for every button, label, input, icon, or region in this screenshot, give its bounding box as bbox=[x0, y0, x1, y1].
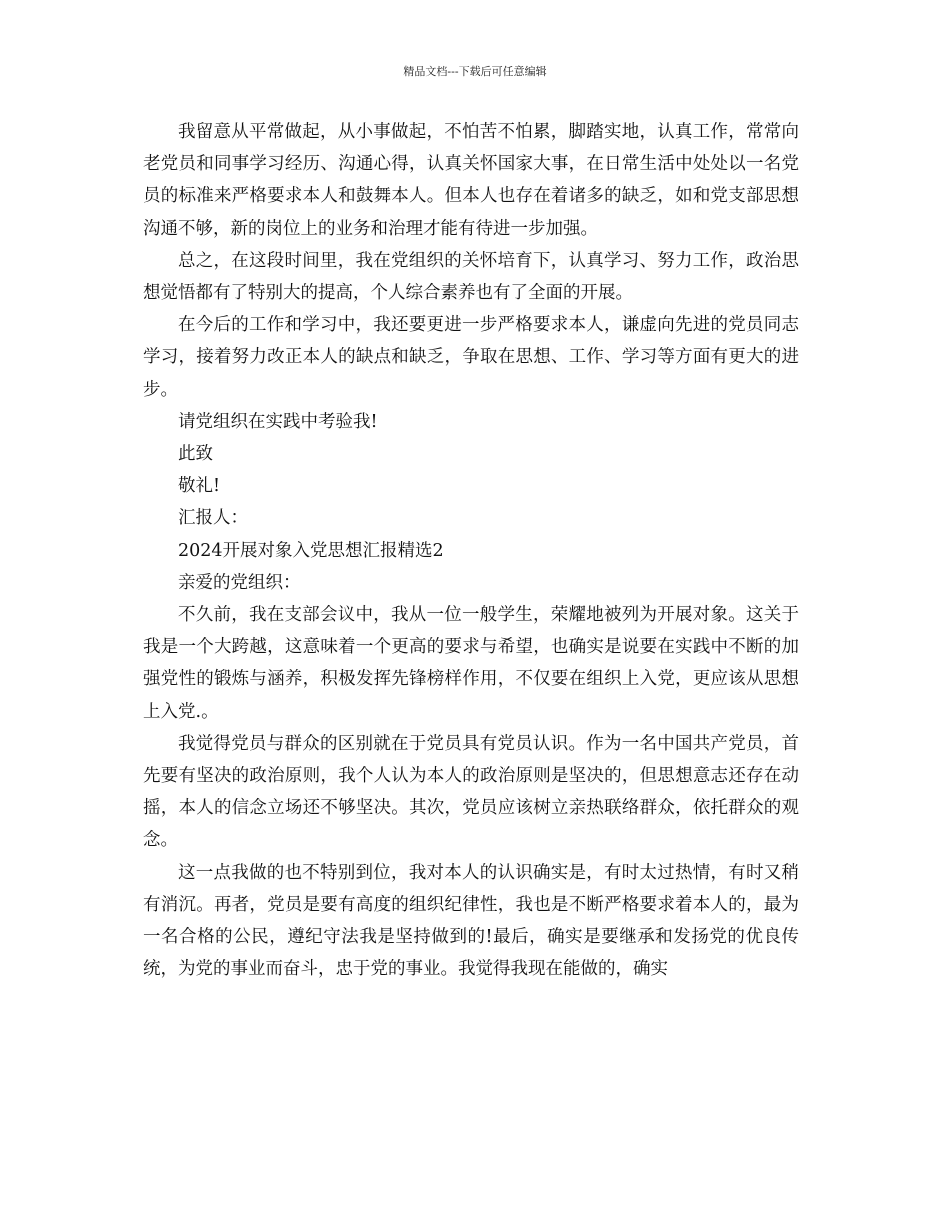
paragraph: 不久前，我在支部会议中，我从一位一般学生，荣耀地被列为开展对象。这关于我是一个大跨越，这意味着一个更高的要求与希望，也确实是说要在实践中不断的加强党性的锻炼与涵养，积极发挥先锋榜样作用，不仅要在组织上入党，更应该从思想上入党.。 bbox=[143, 605, 799, 722]
paragraph: 我留意从平常做起，从小事做起，不怕苦不怕累，脚踏实地，认真工作，常常向老党员和同事学习经历、沟通心得，认真关怀国家大事，在日常生活中处处以一名党员的标准来严格要求本人和鼓舞本人。但本人也存在着诸多的缺乏，如和党支部思想沟通不够，新的岗位上的业务和治理才能有待进一步加强。 bbox=[143, 122, 799, 239]
greeting-line: 亲爱的党组织： bbox=[178, 572, 301, 593]
document-body bbox=[143, 116, 799, 985]
paragraph: 这一点我做的也不特别到位，我对本人的认识确实是，有时太过热情，有时又稍有消沉。再者，党员是要有高度的组织纪律性，我也是不断严格要求着本人的，最为一名合格的公民，遵纪守法我是坚持做到的!最后，确实是要继承和发扬党的优良传统，为党的事业而奋斗，忠于党的事业。我觉得我现在能做的，确实 bbox=[143, 862, 799, 980]
salutation-line: 此致 bbox=[178, 444, 213, 465]
paragraph: 总之，在这段时间里，我在党组织的关怀培育下，认真学习、努力工作，政治思想觉悟都有了特别大的提高，个人综合素养也有了全面的开展。 bbox=[143, 250, 799, 304]
paragraph: 在今后的工作和学习中，我还要更进一步严格要求本人，谦虚向先进的党员同志学习，接着努力改正本人的缺点和缺乏，争取在思想、工作、学习等方面有更大的进步。 bbox=[143, 315, 799, 400]
section-title: 2024开展对象入党思想汇报精选2 bbox=[178, 540, 444, 561]
page-header: 精品文档---下载后可任意编辑 bbox=[403, 65, 547, 78]
closing-line: 请党组织在实践中考验我! bbox=[178, 411, 378, 432]
paragraph: 我觉得党员与群众的区别就在于党员具有党员认识。作为一名中国共产党员，首先要有坚决的政治原则，我个人认为本人的政治原则是坚决的，但思想意志还存在动摇，本人的信念立场还不够坚决。其次，党员应该树立亲热联络群众，依托群众的观念。 bbox=[143, 733, 799, 851]
salutation-line: 敬礼! bbox=[178, 476, 221, 497]
reporter-line: 汇报人： bbox=[178, 508, 248, 529]
